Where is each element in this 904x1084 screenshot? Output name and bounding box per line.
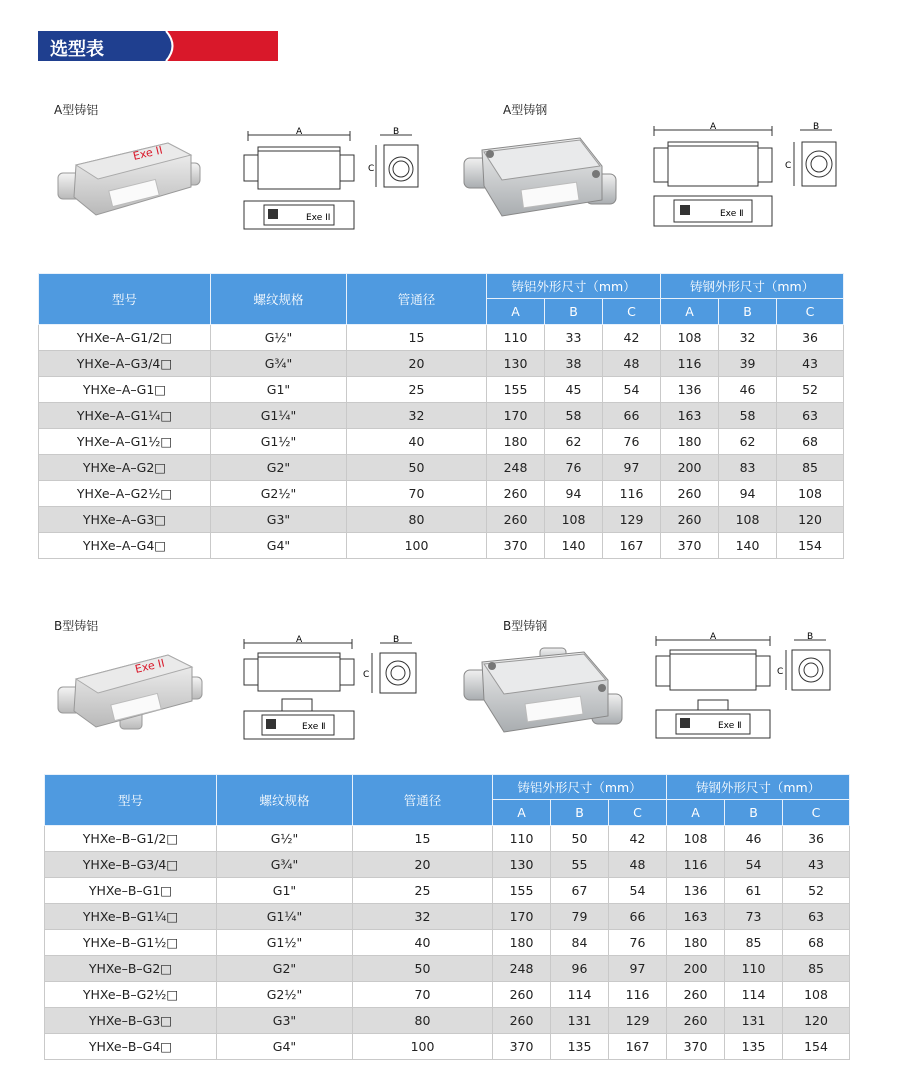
page-title: 选型表 bbox=[50, 39, 104, 60]
al-a-cell: 248 bbox=[487, 455, 545, 481]
header-aluminum-dims: 铸铝外形尺寸（mm） bbox=[487, 274, 661, 299]
st-c-cell: 120 bbox=[783, 1008, 850, 1034]
al-c-cell: 129 bbox=[609, 1008, 667, 1034]
spec-table-a bbox=[38, 273, 844, 559]
a-aluminum-box-photo bbox=[56, 135, 206, 220]
header-sub: A bbox=[661, 299, 719, 325]
a-steel-dimension-drawing bbox=[650, 122, 850, 234]
table-row bbox=[39, 507, 844, 533]
st-b-cell: 62 bbox=[719, 429, 777, 455]
al-b-cell: 67 bbox=[551, 878, 609, 904]
thread-cell: G3" bbox=[211, 507, 347, 533]
header-sub: A bbox=[487, 299, 545, 325]
table-row bbox=[39, 325, 844, 351]
bore-cell: 70 bbox=[347, 481, 487, 507]
table-row bbox=[45, 930, 850, 956]
al-c-cell: 48 bbox=[603, 351, 661, 377]
al-b-cell: 79 bbox=[551, 904, 609, 930]
bore-cell: 100 bbox=[347, 533, 487, 559]
header-sub: A bbox=[667, 800, 725, 826]
header-thread: 螺纹规格 bbox=[211, 274, 347, 325]
al-a-cell: 260 bbox=[493, 1008, 551, 1034]
thread-cell: G3" bbox=[217, 1008, 353, 1034]
al-c-cell: 116 bbox=[609, 982, 667, 1008]
b-steel-dimension-drawing bbox=[652, 630, 852, 745]
table-row bbox=[45, 852, 850, 878]
svg-text:B: B bbox=[807, 632, 814, 642]
svg-text:A: A bbox=[710, 122, 717, 132]
st-b-cell: 110 bbox=[725, 956, 783, 982]
al-a-cell: 110 bbox=[487, 325, 545, 351]
bore-cell: 32 bbox=[347, 403, 487, 429]
thread-cell: G2" bbox=[217, 956, 353, 982]
al-c-cell: 66 bbox=[609, 904, 667, 930]
header-model: 型号 bbox=[39, 274, 211, 325]
al-c-cell: 116 bbox=[603, 481, 661, 507]
al-a-cell: 170 bbox=[493, 904, 551, 930]
st-b-cell: 94 bbox=[719, 481, 777, 507]
st-c-cell: 68 bbox=[783, 930, 850, 956]
st-b-cell: 140 bbox=[719, 533, 777, 559]
bore-cell: 20 bbox=[347, 351, 487, 377]
st-b-cell: 32 bbox=[719, 325, 777, 351]
model-cell: YHXe–A–G2½□ bbox=[39, 481, 211, 507]
model-cell: YHXe–A–G3□ bbox=[39, 507, 211, 533]
al-a-cell: 130 bbox=[487, 351, 545, 377]
st-a-cell: 260 bbox=[661, 481, 719, 507]
svg-text:Exe II: Exe II bbox=[133, 656, 166, 676]
b-aluminum-dimension-drawing bbox=[240, 633, 440, 745]
st-b-cell: 73 bbox=[725, 904, 783, 930]
al-a-cell: 180 bbox=[493, 930, 551, 956]
section-banner bbox=[38, 31, 278, 61]
spec-table-b bbox=[44, 774, 850, 1060]
st-a-cell: 108 bbox=[661, 325, 719, 351]
al-b-cell: 135 bbox=[551, 1034, 609, 1060]
thread-cell: G4" bbox=[217, 1034, 353, 1060]
label-a-aluminum: A型铸铝 bbox=[54, 103, 99, 117]
model-cell: YHXe–A–G3/4□ bbox=[39, 351, 211, 377]
b-aluminum-box-photo bbox=[56, 645, 206, 735]
al-b-cell: 50 bbox=[551, 826, 609, 852]
model-cell: YHXe–B–G2□ bbox=[45, 956, 217, 982]
b-steel-box-photo bbox=[462, 640, 627, 740]
svg-text:C: C bbox=[363, 670, 370, 680]
dim-a-label: A bbox=[296, 127, 303, 137]
al-b-cell: 55 bbox=[551, 852, 609, 878]
bore-cell: 32 bbox=[353, 904, 493, 930]
bore-cell: 80 bbox=[353, 1008, 493, 1034]
header-bore: 管通径 bbox=[353, 775, 493, 826]
st-a-cell: 370 bbox=[667, 1034, 725, 1060]
thread-cell: G1¼" bbox=[211, 403, 347, 429]
st-b-cell: 39 bbox=[719, 351, 777, 377]
st-c-cell: 120 bbox=[777, 507, 844, 533]
al-c-cell: 48 bbox=[609, 852, 667, 878]
st-b-cell: 114 bbox=[725, 982, 783, 1008]
svg-text:Exe Ⅱ: Exe Ⅱ bbox=[302, 722, 326, 732]
al-c-cell: 76 bbox=[609, 930, 667, 956]
model-cell: YHXe–A–G4□ bbox=[39, 533, 211, 559]
svg-text:C: C bbox=[368, 164, 375, 174]
al-c-cell: 167 bbox=[609, 1034, 667, 1060]
label-b-steel: B型铸钢 bbox=[503, 619, 548, 633]
st-a-cell: 163 bbox=[667, 904, 725, 930]
model-cell: YHXe–A–G1¼□ bbox=[39, 403, 211, 429]
st-b-cell: 58 bbox=[719, 403, 777, 429]
st-a-cell: 163 bbox=[661, 403, 719, 429]
header-sub: A bbox=[493, 800, 551, 826]
a-aluminum-dimension-drawing bbox=[240, 127, 440, 237]
table-row bbox=[45, 904, 850, 930]
st-c-cell: 52 bbox=[777, 377, 844, 403]
al-c-cell: 97 bbox=[609, 956, 667, 982]
header-aluminum-dims: 铸铝外形尺寸（mm） bbox=[493, 775, 667, 800]
model-cell: YHXe–B–G1/2□ bbox=[45, 826, 217, 852]
a-steel-box-photo bbox=[462, 130, 622, 222]
st-a-cell: 260 bbox=[667, 1008, 725, 1034]
al-b-cell: 33 bbox=[545, 325, 603, 351]
st-c-cell: 108 bbox=[783, 982, 850, 1008]
thread-cell: G2" bbox=[211, 455, 347, 481]
thread-cell: G1½" bbox=[211, 429, 347, 455]
al-b-cell: 94 bbox=[545, 481, 603, 507]
bore-cell: 50 bbox=[347, 455, 487, 481]
st-b-cell: 108 bbox=[719, 507, 777, 533]
al-b-cell: 140 bbox=[545, 533, 603, 559]
st-a-cell: 260 bbox=[667, 982, 725, 1008]
thread-cell: G1" bbox=[217, 878, 353, 904]
al-c-cell: 54 bbox=[609, 878, 667, 904]
bore-cell: 100 bbox=[353, 1034, 493, 1060]
st-a-cell: 260 bbox=[661, 507, 719, 533]
header-bore: 管通径 bbox=[347, 274, 487, 325]
st-b-cell: 135 bbox=[725, 1034, 783, 1060]
header-thread: 螺纹规格 bbox=[217, 775, 353, 826]
al-b-cell: 45 bbox=[545, 377, 603, 403]
st-c-cell: 36 bbox=[777, 325, 844, 351]
header-sub: C bbox=[603, 299, 661, 325]
header-steel-dims: 铸钢外形尺寸（mm） bbox=[667, 775, 850, 800]
svg-text:B: B bbox=[393, 635, 400, 645]
st-a-cell: 116 bbox=[667, 852, 725, 878]
header-sub: B bbox=[725, 800, 783, 826]
st-a-cell: 200 bbox=[667, 956, 725, 982]
st-c-cell: 85 bbox=[777, 455, 844, 481]
st-a-cell: 200 bbox=[661, 455, 719, 481]
al-a-cell: 260 bbox=[487, 507, 545, 533]
bore-cell: 25 bbox=[347, 377, 487, 403]
al-c-cell: 42 bbox=[603, 325, 661, 351]
thread-cell: G1" bbox=[211, 377, 347, 403]
bore-cell: 40 bbox=[347, 429, 487, 455]
header-sub: C bbox=[783, 800, 850, 826]
bore-cell: 20 bbox=[353, 852, 493, 878]
al-c-cell: 76 bbox=[603, 429, 661, 455]
model-cell: YHXe–B–G1½□ bbox=[45, 930, 217, 956]
st-a-cell: 136 bbox=[667, 878, 725, 904]
header-sub: B bbox=[719, 299, 777, 325]
bore-cell: 40 bbox=[353, 930, 493, 956]
label-b-aluminum: B型铸铝 bbox=[54, 619, 99, 633]
al-c-cell: 167 bbox=[603, 533, 661, 559]
thread-cell: G¾" bbox=[217, 852, 353, 878]
table-row bbox=[45, 982, 850, 1008]
st-c-cell: 68 bbox=[777, 429, 844, 455]
st-a-cell: 180 bbox=[667, 930, 725, 956]
bore-cell: 50 bbox=[353, 956, 493, 982]
st-c-cell: 36 bbox=[783, 826, 850, 852]
thread-cell: G2½" bbox=[217, 982, 353, 1008]
st-c-cell: 52 bbox=[783, 878, 850, 904]
st-b-cell: 131 bbox=[725, 1008, 783, 1034]
table-row bbox=[45, 826, 850, 852]
header-sub: C bbox=[609, 800, 667, 826]
thread-cell: G½" bbox=[211, 325, 347, 351]
svg-text:A: A bbox=[296, 635, 303, 645]
al-a-cell: 260 bbox=[487, 481, 545, 507]
bore-cell: 15 bbox=[347, 325, 487, 351]
st-c-cell: 154 bbox=[783, 1034, 850, 1060]
model-cell: YHXe–B–G1¼□ bbox=[45, 904, 217, 930]
bore-cell: 15 bbox=[353, 826, 493, 852]
header-sub: B bbox=[545, 299, 603, 325]
st-b-cell: 54 bbox=[725, 852, 783, 878]
table-row bbox=[39, 481, 844, 507]
model-cell: YHXe–A–G1□ bbox=[39, 377, 211, 403]
svg-text:Exe II: Exe II bbox=[306, 213, 331, 223]
table-row bbox=[45, 1008, 850, 1034]
table-b-body bbox=[45, 826, 850, 1060]
al-a-cell: 110 bbox=[493, 826, 551, 852]
header-steel-dims: 铸钢外形尺寸（mm） bbox=[661, 274, 844, 299]
svg-text:C: C bbox=[785, 161, 792, 171]
st-a-cell: 116 bbox=[661, 351, 719, 377]
st-c-cell: 43 bbox=[777, 351, 844, 377]
al-b-cell: 131 bbox=[551, 1008, 609, 1034]
st-a-cell: 136 bbox=[661, 377, 719, 403]
st-a-cell: 108 bbox=[667, 826, 725, 852]
al-c-cell: 66 bbox=[603, 403, 661, 429]
table-row bbox=[39, 351, 844, 377]
model-cell: YHXe–B–G2½□ bbox=[45, 982, 217, 1008]
bore-cell: 25 bbox=[353, 878, 493, 904]
svg-text:Exe II: Exe II bbox=[131, 143, 164, 163]
thread-cell: G2½" bbox=[211, 481, 347, 507]
al-a-cell: 370 bbox=[487, 533, 545, 559]
al-b-cell: 114 bbox=[551, 982, 609, 1008]
header-sub: C bbox=[777, 299, 844, 325]
thread-cell: G¾" bbox=[211, 351, 347, 377]
st-c-cell: 63 bbox=[783, 904, 850, 930]
model-cell: YHXe–B–G3/4□ bbox=[45, 852, 217, 878]
al-a-cell: 170 bbox=[487, 403, 545, 429]
thread-cell: G1½" bbox=[217, 930, 353, 956]
thread-cell: G½" bbox=[217, 826, 353, 852]
st-c-cell: 43 bbox=[783, 852, 850, 878]
st-b-cell: 61 bbox=[725, 878, 783, 904]
header-model: 型号 bbox=[45, 775, 217, 826]
table-row bbox=[39, 533, 844, 559]
table-row bbox=[39, 377, 844, 403]
model-cell: YHXe–B–G4□ bbox=[45, 1034, 217, 1060]
al-a-cell: 180 bbox=[487, 429, 545, 455]
st-c-cell: 85 bbox=[783, 956, 850, 982]
model-cell: YHXe–A–G1/2□ bbox=[39, 325, 211, 351]
model-cell: YHXe–A–G1½□ bbox=[39, 429, 211, 455]
bore-cell: 70 bbox=[353, 982, 493, 1008]
al-b-cell: 62 bbox=[545, 429, 603, 455]
table-row bbox=[39, 403, 844, 429]
thread-cell: G4" bbox=[211, 533, 347, 559]
al-c-cell: 42 bbox=[609, 826, 667, 852]
al-b-cell: 108 bbox=[545, 507, 603, 533]
st-c-cell: 108 bbox=[777, 481, 844, 507]
table-row bbox=[45, 878, 850, 904]
al-b-cell: 84 bbox=[551, 930, 609, 956]
table-row bbox=[39, 455, 844, 481]
al-b-cell: 38 bbox=[545, 351, 603, 377]
model-cell: YHXe–B–G3□ bbox=[45, 1008, 217, 1034]
table-row bbox=[45, 1034, 850, 1060]
st-b-cell: 85 bbox=[725, 930, 783, 956]
al-b-cell: 58 bbox=[545, 403, 603, 429]
al-c-cell: 97 bbox=[603, 455, 661, 481]
al-a-cell: 370 bbox=[493, 1034, 551, 1060]
model-cell: YHXe–B–G1□ bbox=[45, 878, 217, 904]
al-c-cell: 129 bbox=[603, 507, 661, 533]
al-a-cell: 248 bbox=[493, 956, 551, 982]
st-a-cell: 370 bbox=[661, 533, 719, 559]
al-c-cell: 54 bbox=[603, 377, 661, 403]
bore-cell: 80 bbox=[347, 507, 487, 533]
svg-text:Exe Ⅱ: Exe Ⅱ bbox=[720, 209, 744, 219]
al-a-cell: 155 bbox=[487, 377, 545, 403]
table-a-body bbox=[39, 325, 844, 559]
model-cell: YHXe–A–G2□ bbox=[39, 455, 211, 481]
svg-text:C: C bbox=[777, 667, 784, 677]
al-a-cell: 260 bbox=[493, 982, 551, 1008]
svg-text:B: B bbox=[393, 127, 400, 137]
svg-text:B: B bbox=[813, 122, 820, 132]
st-a-cell: 180 bbox=[661, 429, 719, 455]
table-row bbox=[45, 956, 850, 982]
svg-text:A: A bbox=[710, 632, 717, 642]
label-a-steel: A型铸钢 bbox=[503, 103, 548, 117]
thread-cell: G1¼" bbox=[217, 904, 353, 930]
table-row bbox=[39, 429, 844, 455]
header-sub: B bbox=[551, 800, 609, 826]
st-c-cell: 63 bbox=[777, 403, 844, 429]
al-a-cell: 130 bbox=[493, 852, 551, 878]
al-b-cell: 96 bbox=[551, 956, 609, 982]
al-a-cell: 155 bbox=[493, 878, 551, 904]
st-b-cell: 46 bbox=[719, 377, 777, 403]
st-b-cell: 83 bbox=[719, 455, 777, 481]
st-c-cell: 154 bbox=[777, 533, 844, 559]
svg-text:Exe Ⅱ: Exe Ⅱ bbox=[718, 721, 742, 731]
al-b-cell: 76 bbox=[545, 455, 603, 481]
st-b-cell: 46 bbox=[725, 826, 783, 852]
